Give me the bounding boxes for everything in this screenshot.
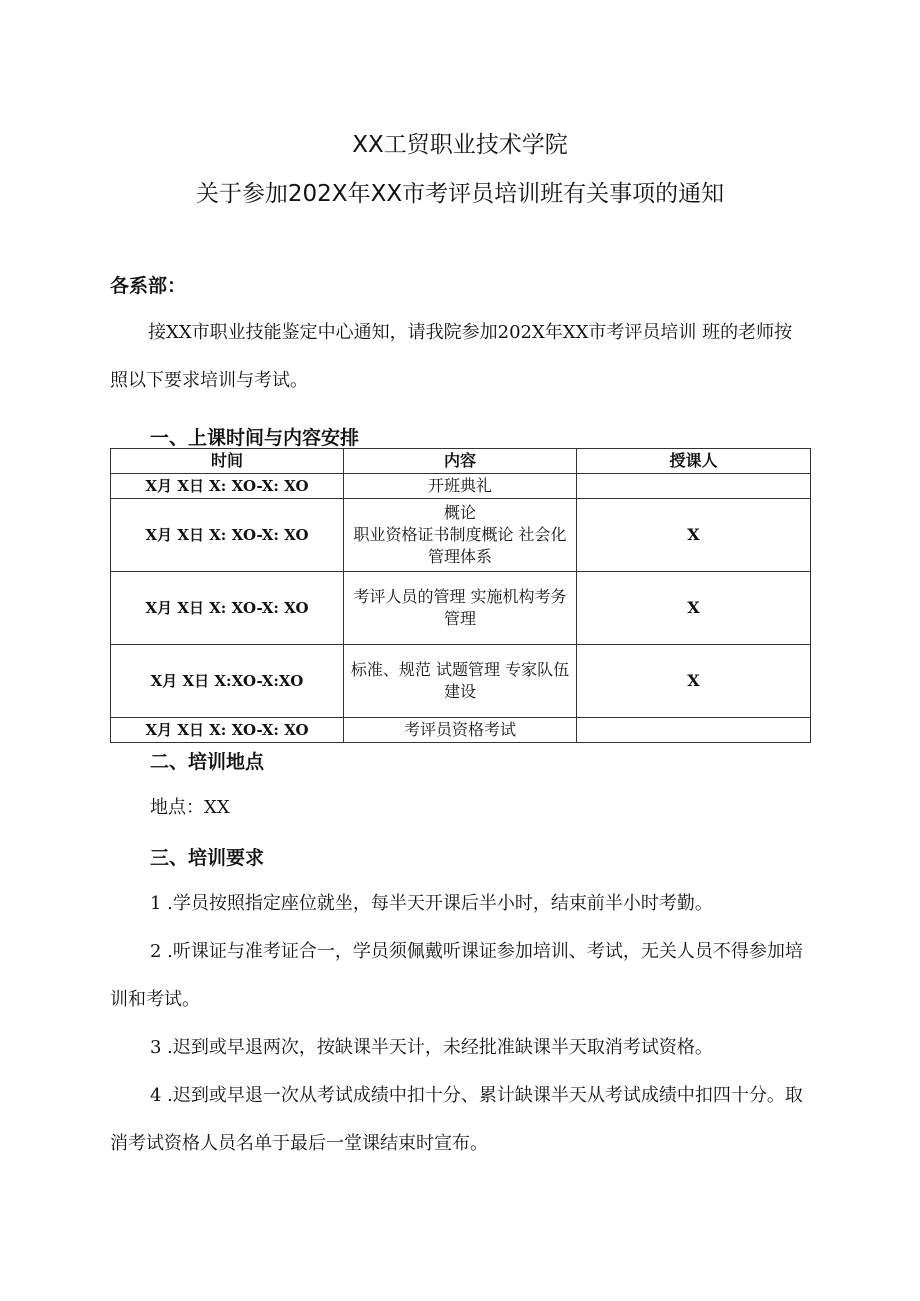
row-content [344,572,577,645]
content-line: 标准、规范 试题管理 专家队伍建设 [350,660,570,701]
content-line: 考评人员的管理 实施机构考务管理 [353,587,567,628]
content-line: 概论 [443,503,476,522]
table-row [111,718,811,743]
requirement-item: 1 .学员按照指定座位就坐，每半天开课后半小时，结束前半小时考勤。 [150,893,713,914]
row-teacher: X [577,572,811,645]
schedule-table [110,448,811,743]
institution-title: XX工贸职业技术学院 [352,132,568,158]
row-content [344,499,577,572]
row-content [344,718,577,743]
section-heading-schedule: 一、上课时间与内容安排 [150,427,360,449]
salutation: 各系部： [110,275,187,297]
header-time: 时间 [111,449,344,474]
table-row [111,645,811,718]
table-header-row [111,449,811,474]
intro-paragraph: 接XX市职业技能鉴定中心通知，请我院参加202X年XX市考评员培训 班的老师按照以下要求培训与考试。 [110,322,793,391]
requirement-item: 4 .迟到或早退一次从考试成绩中扣十分、累计缺课半天从考试成绩中扣四十分。取消考试资格人员名单于最后一堂课结束时宣布。 [110,1085,803,1154]
table-row [111,499,811,572]
header-content: 内容 [344,449,577,474]
content-line: 开班典礼 [427,476,492,495]
row-teacher [577,474,811,499]
location-text: 地点：XX [150,797,230,818]
requirement-item: 2 .听课证与准考证合一，学员须佩戴听课证参加培训、考试，无关人员不得参加培训和考试。 [110,941,803,1010]
section-heading-location: 二、培训地点 [150,751,265,773]
row-teacher: X [577,645,811,718]
notice-title: 关于参加202X年XX市考评员培训班有关事项的通知 [195,181,725,207]
content-line: 考评员资格考试 [403,720,516,739]
section-heading-requirements: 三、培训要求 [150,847,265,869]
row-content [344,474,577,499]
row-time: X月 X日 X: XO-X: XO [111,572,344,645]
table-row [111,474,811,499]
row-teacher: X [577,499,811,572]
table-row [111,572,811,645]
row-time: X月 X日 X: XO-X: XO [111,718,344,743]
row-time: X月 X日 X: XO-X: XO [111,499,344,572]
row-time: X月 X日 X:XO-X:XO [111,645,344,718]
content-line: 职业资格证书制度概论 社会化管理体系 [353,525,567,566]
requirement-item: 3 .迟到或早退两次，按缺课半天计，未经批准缺课半天取消考试资格。 [150,1037,713,1058]
row-time: X月 X日 X: XO-X: XO [111,474,344,499]
header-teacher: 授课人 [577,449,811,474]
row-content [344,645,577,718]
row-teacher [577,718,811,743]
